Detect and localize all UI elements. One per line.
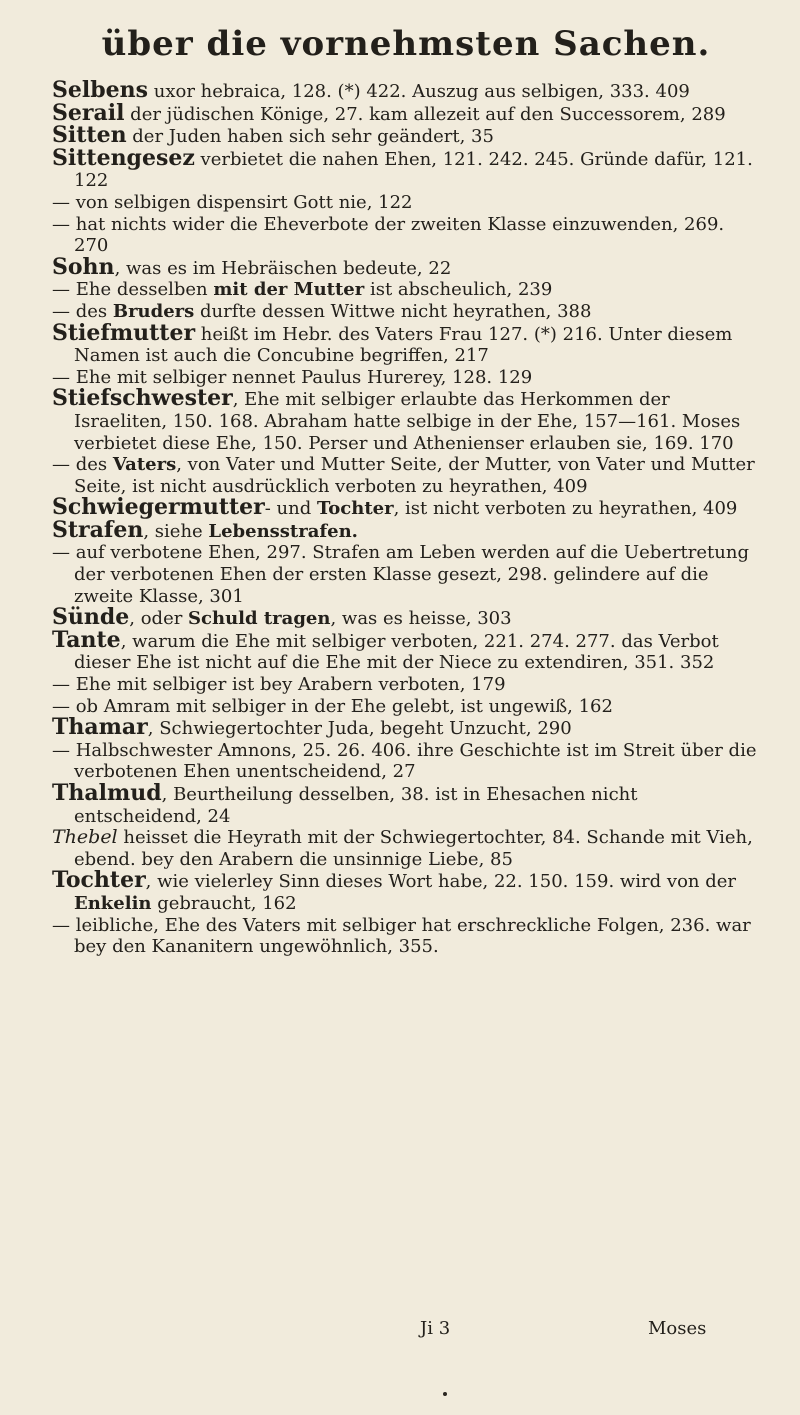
entry-headword: Thamar xyxy=(52,714,148,741)
index-entry xyxy=(52,77,760,103)
entry-text: der Juden haben sich sehr geändert, 35 xyxy=(126,126,494,148)
entry-text: , siehe xyxy=(143,520,209,542)
entry-text: der jüdischen Könige, 27. kam allezeit auf den Successorem, 289 xyxy=(124,103,726,125)
entry-headword: Sünde xyxy=(52,604,130,631)
index-entry xyxy=(52,279,760,301)
index-entry xyxy=(52,454,760,497)
entry-headword: Thebel xyxy=(52,826,118,849)
entry-text: , Ehe mit selbiger erlaubte das Herkommen der Israeliten, 150. 168. Abraham hatte selbige in der Ehe, 157—161. Moses verbietet diese Ehe, 150. Perser und Athenienser erlauben sie, 169. 170 xyxy=(74,389,741,454)
index-entry xyxy=(52,99,760,126)
index-entry xyxy=(52,319,760,367)
catchword: Moses xyxy=(648,1318,707,1339)
entry-text: , Beurtheilung desselben, 38. ist in Ehesachen nicht entscheidend, 24 xyxy=(74,784,638,827)
entry-emphasis: Enkelin xyxy=(74,892,152,914)
entry-text: heißt im Hebr. des Vaters Frau 127. (*) 216. Unter diesem Namen ist auch die Concubine begriffen, 217 xyxy=(74,323,733,367)
entry-text: — des xyxy=(52,300,113,322)
entry-text: - und xyxy=(264,498,317,520)
entry-text-continued: , von Vater und Mutter Seite, der Mutter, von Vater und Mutter Seite, ist nicht ausdrücklich verboten zu heyrathen, 409 xyxy=(74,454,755,497)
entry-headword: Tante xyxy=(52,626,121,653)
index-entry xyxy=(52,214,760,257)
entry-text-continued: , was es heisse, 303 xyxy=(330,608,512,630)
entry-headword: Stiefschwester xyxy=(52,385,233,412)
entry-headword: Stiefmutter xyxy=(52,319,196,346)
index-entry xyxy=(52,714,760,741)
entry-text: — hat nichts wider die Eheverbote der zweiten Klasse einzuwenden, 269. 270 xyxy=(52,213,725,257)
entry-text-continued: durfte dessen Wittwe nicht heyrathen, 388 xyxy=(194,300,592,322)
entry-text: verbietet die nahen Ehen, 121. 242. 245. Gründe dafür, 121. 122 xyxy=(74,148,753,192)
entry-text: — leibliche, Ehe des Vaters mit selbiger hat erschreckliche Folgen, 236. war bey den Kananitern ungewöhnlich, 355. xyxy=(52,914,751,958)
entry-headword: Tochter xyxy=(52,867,146,894)
entry-emphasis: Bruders xyxy=(112,300,195,322)
index-entry xyxy=(52,915,760,958)
index-entry xyxy=(52,253,760,280)
entry-emphasis: Vaters xyxy=(112,454,177,476)
entry-text: , Schwiegertochter Juda, begeht Unzucht, 290 xyxy=(147,718,572,740)
index-entry xyxy=(52,696,760,718)
entry-text: , oder xyxy=(129,608,189,630)
index-entry xyxy=(52,494,760,521)
entry-text: — ob Amram mit selbiger in der Ehe gelebt, ist ungewiß, 162 xyxy=(52,695,613,717)
entry-emphasis: Tochter xyxy=(316,498,394,520)
index-entry xyxy=(52,780,760,827)
page-footer xyxy=(420,1318,707,1339)
entry-text-continued: ist abscheulich, 239 xyxy=(364,279,553,301)
entry-headword: Sohn xyxy=(52,253,115,280)
entry-text-continued: gebraucht, 162 xyxy=(151,892,297,914)
entry-text: uxor hebraica, 128. (*) 422. Auszug aus selbigen, 333. 409 xyxy=(148,81,690,102)
index-entry xyxy=(52,604,760,631)
entry-text: — des xyxy=(52,454,113,476)
entry-headword: Schwiegermutter xyxy=(52,494,265,521)
signature-mark: Ji 3 xyxy=(420,1318,451,1339)
entry-text: — auf verbotene Ehen, 297. Strafen am Leben werden auf die Uebertretung der verbotenen Ehen der ersten Klasse gesezt, 298. gelindere auf die zweite Klasse, 301 xyxy=(52,542,749,607)
entry-text: — Ehe mit selbiger nennet Paulus Hurerey, 128. 129 xyxy=(52,366,533,388)
entry-headword: Selbens xyxy=(52,77,149,103)
index-entry xyxy=(52,192,760,214)
entry-headword: Strafen xyxy=(52,516,144,543)
entry-headword: Thalmud xyxy=(52,780,162,806)
entry-headword: Sittengesez xyxy=(52,144,195,171)
entry-text: , warum die Ehe mit selbiger verboten, 221. 274. 277. das Verbot dieser Ehe ist nicht auf die Ehe mit der Niece zu extendiren, 351. 352 xyxy=(74,630,719,674)
index-entry xyxy=(52,385,760,454)
index-entry xyxy=(52,144,760,192)
index-entries xyxy=(52,77,760,958)
index-entry xyxy=(52,674,760,696)
entry-text: — Ehe mit selbiger ist bey Arabern verboten, 179 xyxy=(52,674,506,696)
entry-text: — Halbschwester Amnons, 25. 26. 406. ihre Geschichte ist im Streit über die verbotenen Ehen unentscheidend, 27 xyxy=(52,739,757,783)
ink-speck xyxy=(443,1392,447,1396)
entry-emphasis: Schuld tragen xyxy=(188,608,331,630)
entry-emphasis: Lebensstrafen. xyxy=(208,520,358,542)
index-entry xyxy=(52,626,760,674)
entry-text: — von selbigen dispensirt Gott nie, 122 xyxy=(52,191,413,213)
index-entry xyxy=(52,827,760,870)
entry-text: heisset die Heyrath mit der Schwiegertochter, 84. Schande mit Vieh, ebend. bey den Arabern die unsinnige Liebe, 85 xyxy=(74,827,753,870)
entry-text: , was es im Hebräischen bedeute, 22 xyxy=(114,257,452,279)
entry-text: , wie vielerley Sinn dieses Wort habe, 22. 150. 159. wird von der xyxy=(145,871,736,893)
entry-headword: Serail xyxy=(52,99,125,126)
index-entry xyxy=(52,867,760,914)
index-entry xyxy=(52,740,760,783)
entry-text-continued: , ist nicht verboten zu heyrathen, 409 xyxy=(393,498,738,520)
entry-headword: Sitten xyxy=(52,122,127,149)
running-header: über die vornehmsten Sachen. xyxy=(101,24,711,64)
entry-emphasis: mit der Mutter xyxy=(213,279,365,301)
entry-text: — Ehe desselben xyxy=(52,279,214,301)
index-entry xyxy=(52,542,760,607)
index-entry xyxy=(52,516,760,543)
